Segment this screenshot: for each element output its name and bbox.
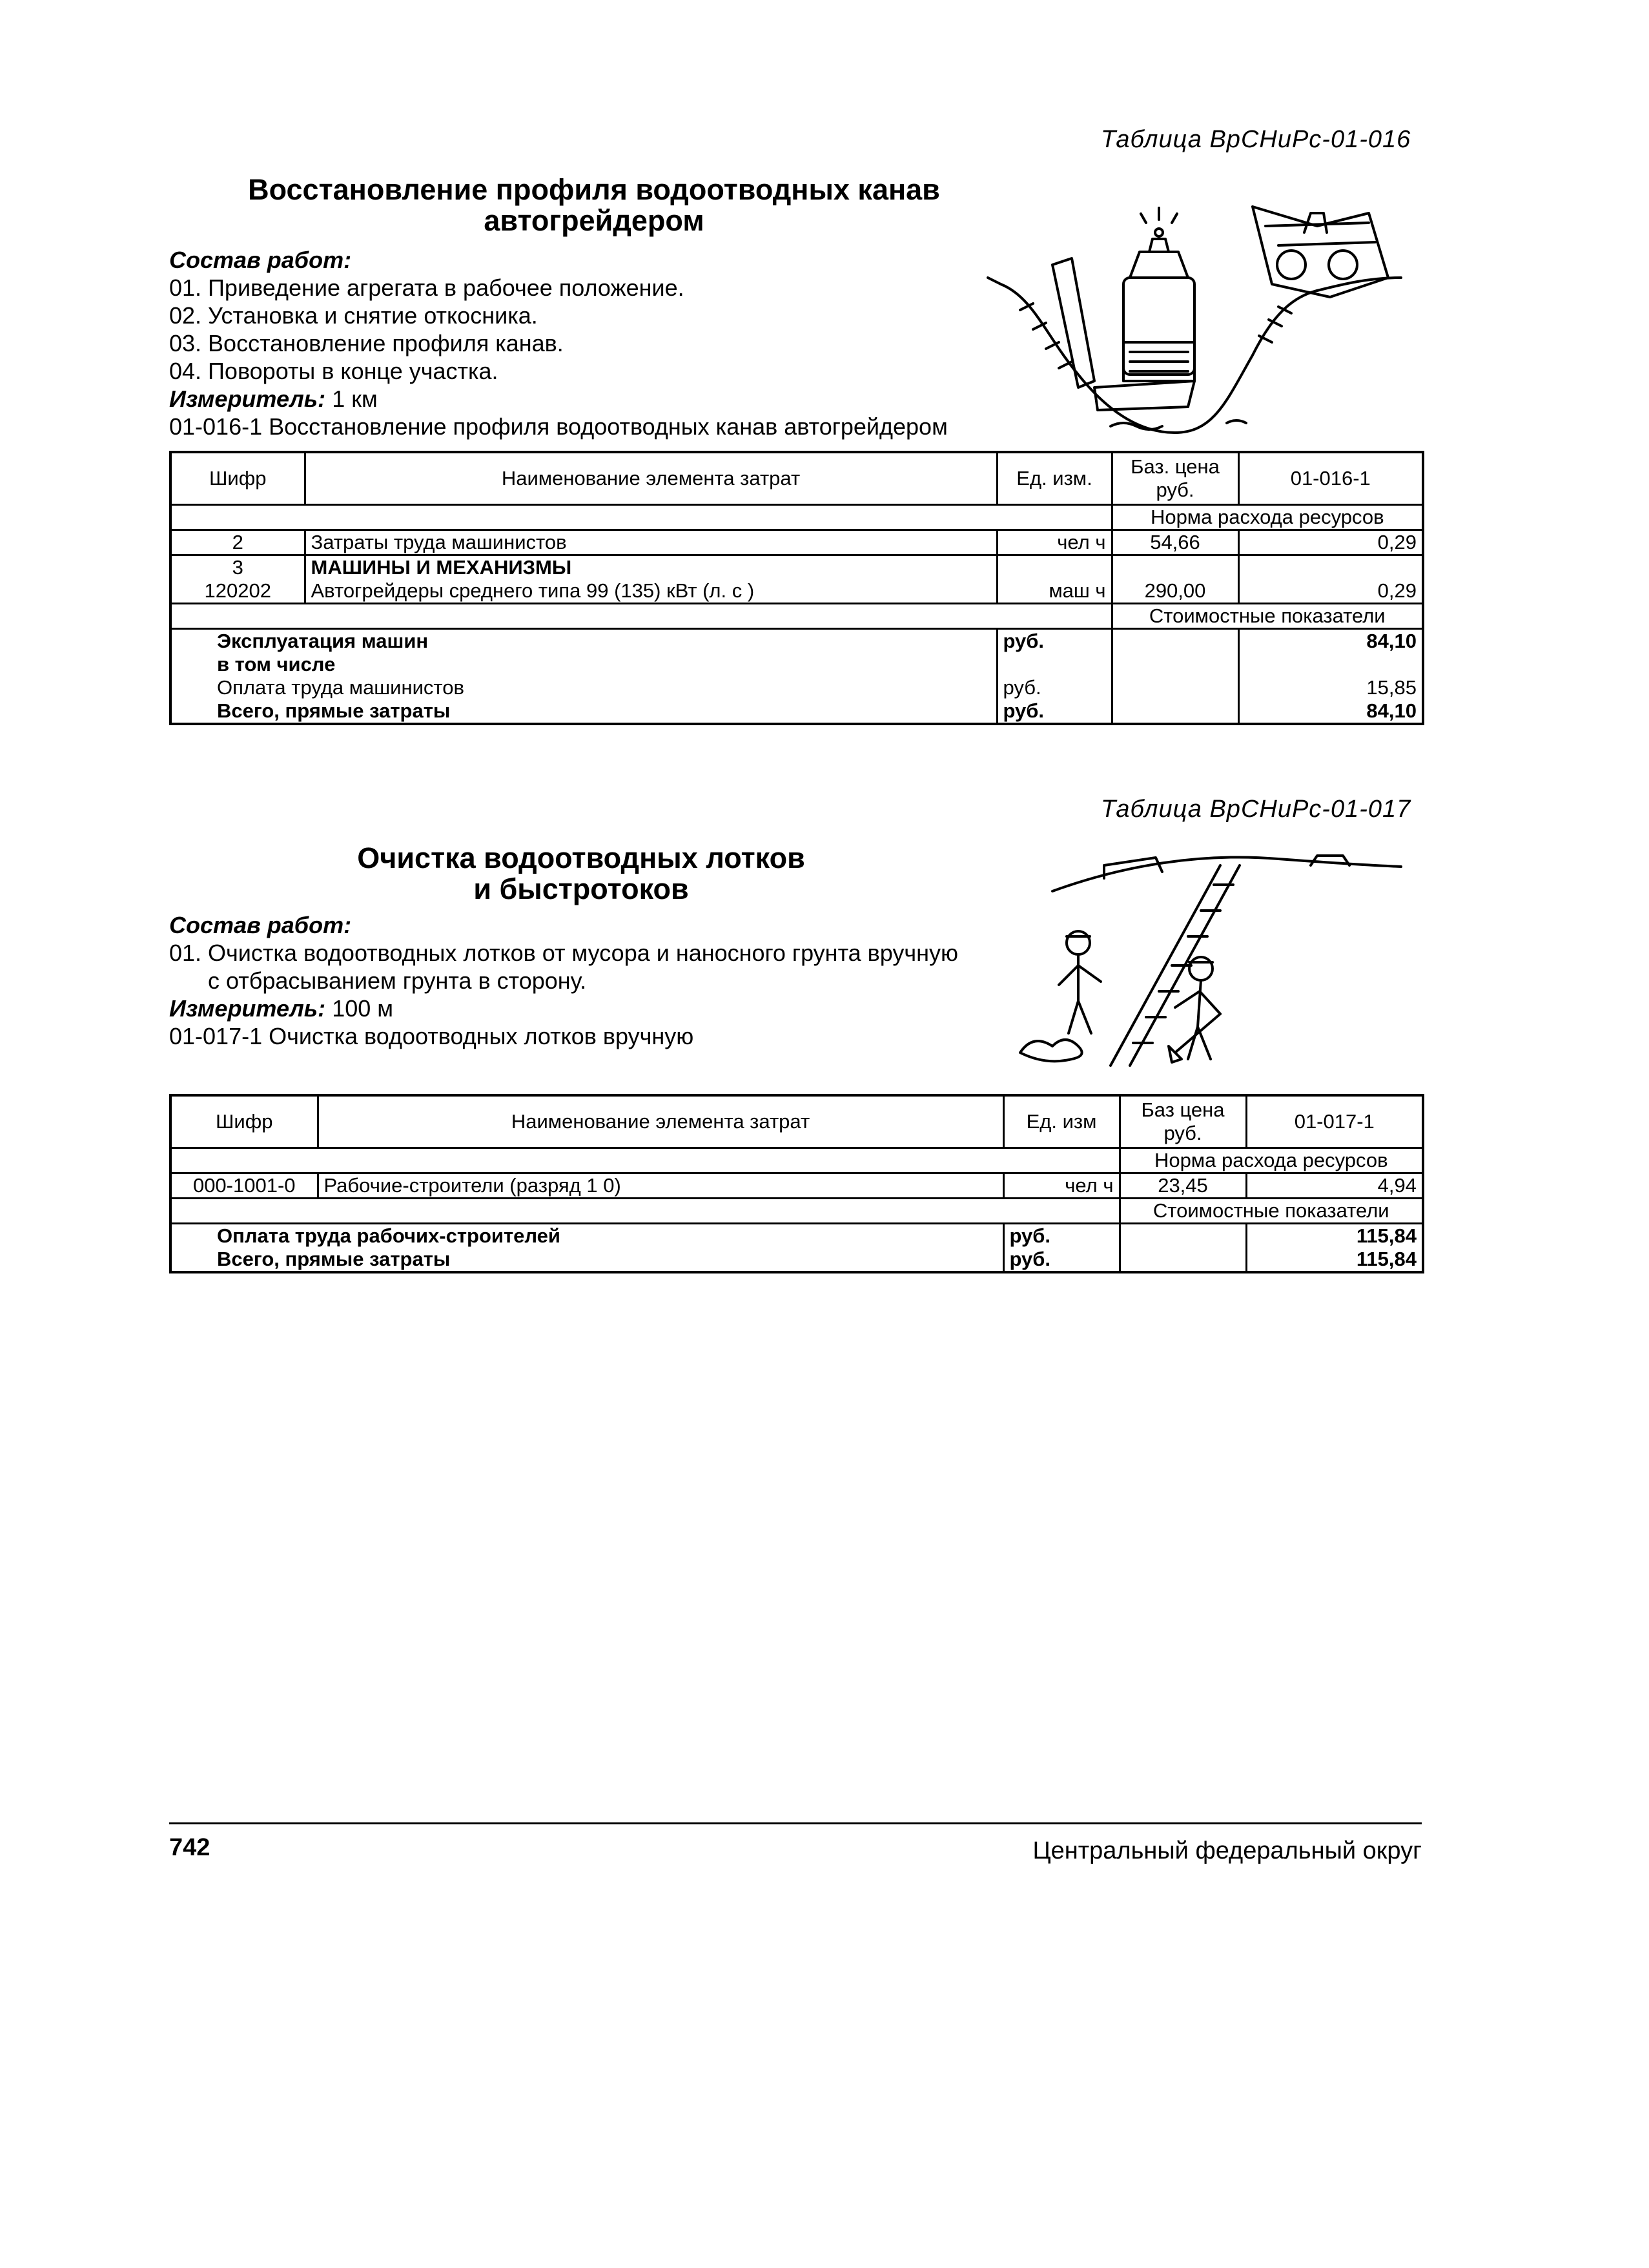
row-name: Рабочие-строители (разряд 1 0) <box>318 1173 1003 1199</box>
summary-name: Всего, прямые затраты <box>170 699 997 724</box>
table-row <box>170 530 1423 555</box>
table-caption-017: Таблица ВрСНиРс-01-017 <box>1101 796 1411 823</box>
norm-row-label: Норма расхода ресурсов <box>1154 1149 1388 1171</box>
cost-row-label: Стоимостные показатели <box>1152 1199 1389 1222</box>
workers-illustration <box>1007 840 1408 1072</box>
header-unit: Ед. изм <box>1003 1095 1120 1148</box>
norm-row <box>170 1148 1423 1173</box>
measure-value: 100 м <box>325 995 394 1022</box>
row-code: 3 <box>170 555 305 580</box>
work-composition-017 <box>169 912 958 1050</box>
section-title-016 <box>181 174 1007 236</box>
table-caption-016: Таблица ВрСНиРс-01-016 <box>1101 126 1411 153</box>
summary-name: Эксплуатация машин <box>170 629 997 654</box>
measure-value: 1 км <box>325 386 378 412</box>
summary-unit: руб. <box>997 629 1112 654</box>
row-code: 120202 <box>170 579 305 604</box>
row-norm <box>1238 555 1423 580</box>
measure-line <box>169 385 948 413</box>
header-price: Баз цена руб. <box>1120 1095 1246 1148</box>
summary-value: 115,84 <box>1356 1248 1417 1270</box>
summary-row <box>170 629 1423 654</box>
norm-row <box>170 505 1423 530</box>
header-unit: Ед. изм. <box>997 452 1112 505</box>
summary-unit: руб. <box>997 676 1112 699</box>
summary-row <box>170 699 1423 724</box>
work-item: 01. Очистка водоотводных лотков от мусора и наносного грунта вручную <box>169 940 959 966</box>
section-title-line1: Очистка водоотводных лотков <box>357 841 805 874</box>
row-norm: 4,94 <box>1377 1174 1417 1197</box>
row-price: 23,45 <box>1120 1173 1246 1199</box>
cost-indicators-row <box>170 604 1423 629</box>
row-price: 290,00 <box>1112 579 1238 604</box>
measure-label: Измеритель: <box>169 995 326 1022</box>
summary-unit: руб. <box>1003 1224 1120 1248</box>
measure-line <box>169 995 958 1022</box>
summary-unit <box>997 653 1112 676</box>
header-name: Наименование элемента затрат <box>305 452 997 505</box>
summary-row <box>170 653 1423 676</box>
summary-name: Оплата труда рабочих-строителей <box>170 1224 1003 1248</box>
grader-illustration <box>981 187 1408 446</box>
table-row <box>170 555 1423 580</box>
section-title-line2: автогрейдером <box>484 204 704 237</box>
table-row <box>170 1173 1423 1199</box>
work-item: 01. Приведение агрегата в рабочее положение. <box>169 274 684 301</box>
header-norm: 01-017-1 <box>1294 1110 1375 1133</box>
table-row <box>170 579 1423 604</box>
row-unit: маш ч <box>997 579 1112 604</box>
footer-region: Центральный федеральный округ <box>1032 1837 1422 1864</box>
section-title-line2: и быстротоков <box>473 872 689 905</box>
summary-value: 84,10 <box>1366 630 1417 652</box>
header-code: Шифр <box>170 452 305 505</box>
cost-row-label: Стоимостные показатели <box>1149 604 1386 627</box>
summary-row <box>170 1248 1423 1272</box>
summary-name: в том числе <box>170 653 997 676</box>
summary-row <box>170 676 1423 699</box>
page-number: 742 <box>169 1834 210 1861</box>
header-norm: 01-016-1 <box>1290 467 1371 490</box>
work-item: с отбрасыванием грунта в сторону. <box>169 967 587 994</box>
row-name: Затраты труда машинистов <box>305 530 997 555</box>
summary-unit: руб. <box>1003 1248 1120 1272</box>
row-unit: чел ч <box>1003 1173 1120 1199</box>
row-name: МАШИНЫ И МЕХАНИЗМЫ <box>305 555 997 580</box>
norm-row-label: Норма расхода ресурсов <box>1150 506 1384 528</box>
row-unit <box>997 555 1112 580</box>
row-price <box>1112 555 1238 580</box>
row-code: 000-1001-0 <box>170 1173 318 1199</box>
summary-value <box>1238 653 1423 676</box>
work-item: 04. Повороты в конце участка. <box>169 358 498 384</box>
summary-value: 15,85 <box>1366 676 1417 699</box>
row-norm: 0,29 <box>1377 579 1417 602</box>
row-price: 54,66 <box>1112 530 1238 555</box>
work-composition-016 <box>169 247 948 440</box>
code-line: 01-017-1 Очистка водоотводных лотков вручную <box>169 1023 694 1049</box>
row-norm: 0,29 <box>1377 531 1417 553</box>
footer-divider <box>169 1822 1422 1824</box>
summary-value: 84,10 <box>1366 699 1417 722</box>
section-title-017 <box>194 843 968 905</box>
summary-name: Всего, прямые затраты <box>170 1248 1003 1272</box>
work-item: 02. Установка и снятие откосника. <box>169 302 538 329</box>
measure-label: Измеритель: <box>169 386 326 412</box>
table-header-row <box>170 452 1423 505</box>
table-header-row <box>170 1095 1423 1148</box>
work-heading: Состав работ: <box>169 912 352 938</box>
work-item: 03. Восстановление профиля канав. <box>169 330 564 356</box>
code-line: 01-016-1 Восстановление профиля водоотводных канав автогрейдером <box>169 413 948 440</box>
summary-value: 115,84 <box>1356 1224 1417 1247</box>
header-code: Шифр <box>170 1095 318 1148</box>
cost-indicators-row <box>170 1199 1423 1224</box>
cost-table-017 <box>169 1094 1424 1273</box>
row-unit: чел ч <box>997 530 1112 555</box>
header-name: Наименование элемента затрат <box>318 1095 1003 1148</box>
cost-table-016 <box>169 451 1424 725</box>
header-price: Баз. цена руб. <box>1112 452 1238 505</box>
section-title-line1: Восстановление профиля водоотводных канав <box>248 173 940 206</box>
summary-row <box>170 1224 1423 1248</box>
summary-unit: руб. <box>997 699 1112 724</box>
row-code: 2 <box>170 530 305 555</box>
summary-name: Оплата труда машинистов <box>170 676 997 699</box>
row-name: Автогрейдеры среднего типа 99 (135) кВт (л. с ) <box>305 579 997 604</box>
work-heading: Состав работ: <box>169 247 352 273</box>
